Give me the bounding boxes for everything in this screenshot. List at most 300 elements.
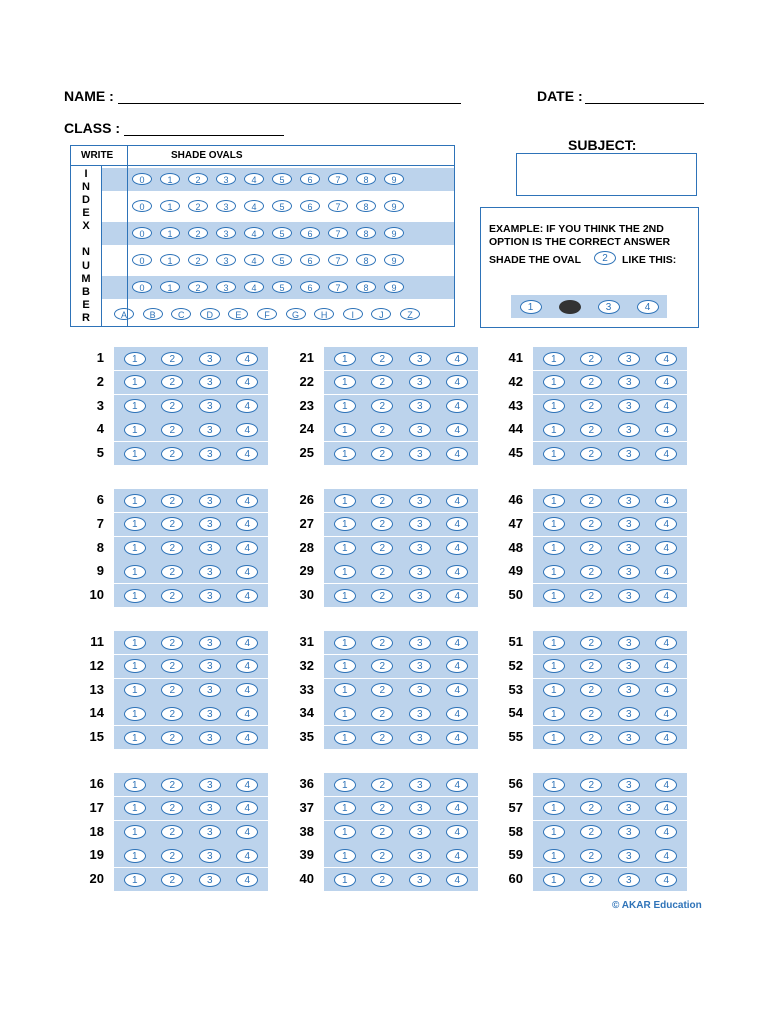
answer-oval[interactable]: 3 bbox=[618, 541, 640, 555]
index-oval[interactable]: 3 bbox=[216, 254, 236, 266]
answer-oval[interactable]: 3 bbox=[199, 659, 221, 673]
index-oval[interactable]: 7 bbox=[328, 173, 348, 185]
answer-oval[interactable]: 1 bbox=[334, 447, 356, 461]
answer-oval[interactable]: 2 bbox=[371, 494, 393, 508]
answer-oval[interactable]: 2 bbox=[580, 778, 602, 792]
index-oval[interactable]: 1 bbox=[160, 227, 180, 239]
answer-oval[interactable]: 4 bbox=[655, 636, 677, 650]
answer-oval[interactable]: 3 bbox=[618, 375, 640, 389]
index-oval[interactable]: 2 bbox=[188, 200, 208, 212]
answer-oval[interactable]: 2 bbox=[580, 636, 602, 650]
answer-oval[interactable]: 3 bbox=[409, 825, 431, 839]
answer-oval[interactable]: 4 bbox=[446, 517, 468, 531]
answer-oval[interactable]: 2 bbox=[161, 825, 183, 839]
answer-oval[interactable]: 3 bbox=[199, 399, 221, 413]
answer-oval[interactable]: 1 bbox=[334, 659, 356, 673]
answer-oval[interactable]: 3 bbox=[409, 707, 431, 721]
answer-oval[interactable]: 1 bbox=[543, 423, 565, 437]
answer-oval[interactable]: 2 bbox=[580, 541, 602, 555]
answer-oval[interactable]: 1 bbox=[124, 778, 146, 792]
answer-oval[interactable]: 1 bbox=[543, 778, 565, 792]
answer-oval[interactable]: 1 bbox=[543, 731, 565, 745]
answer-oval[interactable]: 3 bbox=[199, 352, 221, 366]
answer-oval[interactable]: 3 bbox=[618, 494, 640, 508]
answer-oval[interactable]: 1 bbox=[543, 517, 565, 531]
answer-oval[interactable]: 4 bbox=[655, 731, 677, 745]
answer-oval[interactable]: 3 bbox=[199, 447, 221, 461]
name-field[interactable] bbox=[118, 103, 461, 104]
answer-oval[interactable]: 1 bbox=[334, 423, 356, 437]
answer-oval[interactable]: 3 bbox=[618, 636, 640, 650]
answer-oval[interactable]: 3 bbox=[618, 825, 640, 839]
answer-oval[interactable]: 4 bbox=[236, 825, 258, 839]
answer-oval[interactable]: 3 bbox=[618, 565, 640, 579]
answer-oval[interactable]: 1 bbox=[543, 825, 565, 839]
answer-oval[interactable]: 3 bbox=[618, 849, 640, 863]
answer-oval[interactable]: 1 bbox=[543, 707, 565, 721]
answer-oval[interactable]: 2 bbox=[580, 589, 602, 603]
index-oval[interactable]: C bbox=[171, 308, 191, 320]
answer-oval[interactable]: 2 bbox=[371, 589, 393, 603]
answer-oval[interactable]: 3 bbox=[199, 707, 221, 721]
index-oval[interactable]: 3 bbox=[216, 281, 236, 293]
answer-oval[interactable]: 1 bbox=[543, 636, 565, 650]
answer-oval[interactable]: 2 bbox=[371, 565, 393, 579]
answer-oval[interactable]: 1 bbox=[124, 589, 146, 603]
answer-oval[interactable]: 1 bbox=[124, 873, 146, 887]
answer-oval[interactable]: 3 bbox=[199, 849, 221, 863]
answer-oval[interactable]: 3 bbox=[409, 731, 431, 745]
answer-oval[interactable]: 1 bbox=[124, 731, 146, 745]
answer-oval[interactable]: 4 bbox=[655, 541, 677, 555]
answer-oval[interactable]: 4 bbox=[236, 399, 258, 413]
index-oval[interactable]: 5 bbox=[272, 281, 292, 293]
index-oval[interactable]: 9 bbox=[384, 281, 404, 293]
answer-oval[interactable]: 2 bbox=[580, 731, 602, 745]
answer-oval[interactable]: 1 bbox=[334, 375, 356, 389]
answer-oval[interactable]: 3 bbox=[409, 494, 431, 508]
index-oval[interactable]: 6 bbox=[300, 173, 320, 185]
answer-oval[interactable]: 3 bbox=[199, 636, 221, 650]
answer-oval[interactable]: 4 bbox=[655, 423, 677, 437]
index-oval[interactable]: 4 bbox=[244, 200, 264, 212]
answer-oval[interactable]: 2 bbox=[580, 825, 602, 839]
answer-oval[interactable]: 3 bbox=[618, 683, 640, 697]
answer-oval[interactable]: 2 bbox=[161, 399, 183, 413]
answer-oval[interactable]: 4 bbox=[236, 683, 258, 697]
index-oval[interactable]: H bbox=[314, 308, 334, 320]
answer-oval[interactable]: 3 bbox=[618, 399, 640, 413]
answer-oval[interactable]: 3 bbox=[199, 825, 221, 839]
answer-oval[interactable]: 2 bbox=[371, 873, 393, 887]
answer-oval[interactable]: 1 bbox=[334, 683, 356, 697]
answer-oval[interactable]: 3 bbox=[409, 517, 431, 531]
answer-oval[interactable]: 3 bbox=[618, 873, 640, 887]
answer-oval[interactable]: 4 bbox=[236, 801, 258, 815]
answer-oval[interactable]: 4 bbox=[655, 801, 677, 815]
answer-oval[interactable]: 1 bbox=[543, 565, 565, 579]
answer-oval[interactable]: 1 bbox=[124, 565, 146, 579]
answer-oval[interactable]: 3 bbox=[199, 517, 221, 531]
index-oval[interactable]: 1 bbox=[160, 173, 180, 185]
index-oval[interactable]: G bbox=[286, 308, 306, 320]
answer-oval[interactable]: 1 bbox=[334, 801, 356, 815]
answer-oval[interactable]: 1 bbox=[334, 636, 356, 650]
answer-oval[interactable]: 3 bbox=[618, 778, 640, 792]
answer-oval[interactable]: 1 bbox=[124, 659, 146, 673]
answer-oval[interactable]: 4 bbox=[446, 423, 468, 437]
index-write-cell[interactable] bbox=[102, 249, 127, 272]
answer-oval[interactable]: 3 bbox=[409, 541, 431, 555]
answer-oval[interactable]: 4 bbox=[446, 352, 468, 366]
answer-oval[interactable]: 4 bbox=[236, 778, 258, 792]
answer-oval[interactable]: 2 bbox=[371, 683, 393, 697]
answer-oval[interactable]: 4 bbox=[446, 447, 468, 461]
answer-oval[interactable]: 1 bbox=[543, 801, 565, 815]
answer-oval[interactable]: 2 bbox=[161, 447, 183, 461]
answer-oval[interactable]: 2 bbox=[580, 683, 602, 697]
index-oval[interactable]: 1 bbox=[160, 200, 180, 212]
answer-oval[interactable]: 4 bbox=[655, 683, 677, 697]
index-oval[interactable]: B bbox=[143, 308, 163, 320]
index-oval[interactable]: 9 bbox=[384, 173, 404, 185]
index-oval[interactable]: 1 bbox=[160, 281, 180, 293]
answer-oval[interactable]: 2 bbox=[580, 801, 602, 815]
answer-oval[interactable]: 2 bbox=[161, 352, 183, 366]
index-oval[interactable]: 9 bbox=[384, 200, 404, 212]
answer-oval[interactable]: 4 bbox=[446, 636, 468, 650]
answer-oval[interactable]: 4 bbox=[446, 801, 468, 815]
index-oval[interactable]: 0 bbox=[132, 254, 152, 266]
answer-oval[interactable]: 1 bbox=[334, 541, 356, 555]
answer-oval[interactable]: 4 bbox=[655, 352, 677, 366]
answer-oval[interactable]: 2 bbox=[580, 423, 602, 437]
index-write-cell[interactable] bbox=[102, 168, 127, 191]
index-write-cell[interactable] bbox=[102, 195, 127, 218]
index-oval[interactable]: 8 bbox=[356, 200, 376, 212]
index-oval[interactable]: 8 bbox=[356, 281, 376, 293]
answer-oval[interactable]: 4 bbox=[446, 707, 468, 721]
answer-oval[interactable]: 2 bbox=[371, 731, 393, 745]
index-oval[interactable]: 6 bbox=[300, 281, 320, 293]
answer-oval[interactable]: 3 bbox=[409, 801, 431, 815]
answer-oval[interactable]: 1 bbox=[124, 399, 146, 413]
index-oval[interactable]: 5 bbox=[272, 173, 292, 185]
index-oval[interactable]: 8 bbox=[356, 254, 376, 266]
answer-oval[interactable]: 3 bbox=[199, 423, 221, 437]
answer-oval[interactable]: 1 bbox=[334, 565, 356, 579]
index-oval[interactable]: A bbox=[114, 308, 134, 320]
answer-oval[interactable]: 3 bbox=[409, 447, 431, 461]
answer-oval[interactable]: 1 bbox=[334, 494, 356, 508]
answer-oval[interactable]: 3 bbox=[409, 375, 431, 389]
answer-oval[interactable]: 3 bbox=[409, 589, 431, 603]
answer-oval[interactable]: 3 bbox=[199, 778, 221, 792]
answer-oval[interactable]: 2 bbox=[580, 375, 602, 389]
answer-oval[interactable]: 2 bbox=[161, 659, 183, 673]
answer-oval[interactable]: 3 bbox=[409, 352, 431, 366]
answer-oval[interactable]: 3 bbox=[618, 423, 640, 437]
index-oval[interactable]: 0 bbox=[132, 281, 152, 293]
index-oval[interactable]: D bbox=[200, 308, 220, 320]
answer-oval[interactable]: 3 bbox=[618, 517, 640, 531]
answer-oval[interactable]: 4 bbox=[655, 589, 677, 603]
answer-oval[interactable]: 4 bbox=[236, 565, 258, 579]
answer-oval[interactable]: 3 bbox=[409, 636, 431, 650]
index-oval[interactable]: 7 bbox=[328, 200, 348, 212]
answer-oval[interactable]: 1 bbox=[334, 707, 356, 721]
answer-oval[interactable]: 4 bbox=[236, 423, 258, 437]
answer-oval[interactable]: 1 bbox=[124, 352, 146, 366]
index-oval[interactable]: I bbox=[343, 308, 363, 320]
answer-oval[interactable]: 2 bbox=[580, 517, 602, 531]
index-oval[interactable]: 0 bbox=[132, 227, 152, 239]
answer-oval[interactable]: 1 bbox=[334, 825, 356, 839]
answer-oval[interactable]: 4 bbox=[236, 636, 258, 650]
index-oval[interactable]: J bbox=[371, 308, 391, 320]
index-oval[interactable]: 1 bbox=[160, 254, 180, 266]
answer-oval[interactable]: 2 bbox=[371, 778, 393, 792]
answer-oval[interactable]: 2 bbox=[161, 731, 183, 745]
answer-oval[interactable]: 2 bbox=[580, 352, 602, 366]
subject-field[interactable] bbox=[516, 153, 697, 196]
index-oval[interactable]: 7 bbox=[328, 227, 348, 239]
answer-oval[interactable]: 1 bbox=[124, 375, 146, 389]
answer-oval[interactable]: 2 bbox=[580, 399, 602, 413]
index-oval[interactable]: 7 bbox=[328, 254, 348, 266]
answer-oval[interactable]: 4 bbox=[446, 683, 468, 697]
answer-oval[interactable]: 3 bbox=[199, 494, 221, 508]
index-oval[interactable]: 4 bbox=[244, 173, 264, 185]
answer-oval[interactable]: 4 bbox=[446, 565, 468, 579]
answer-oval[interactable]: 2 bbox=[371, 352, 393, 366]
answer-oval[interactable]: 3 bbox=[618, 589, 640, 603]
answer-oval[interactable]: 2 bbox=[371, 541, 393, 555]
answer-oval[interactable]: 1 bbox=[543, 659, 565, 673]
index-oval[interactable]: 6 bbox=[300, 200, 320, 212]
answer-oval[interactable]: 2 bbox=[371, 636, 393, 650]
answer-oval[interactable]: 2 bbox=[371, 399, 393, 413]
index-oval[interactable]: Z bbox=[400, 308, 420, 320]
answer-oval[interactable]: 3 bbox=[199, 565, 221, 579]
index-oval[interactable]: 3 bbox=[216, 173, 236, 185]
index-oval[interactable]: 2 bbox=[188, 254, 208, 266]
answer-oval[interactable]: 1 bbox=[334, 352, 356, 366]
answer-oval[interactable]: 1 bbox=[124, 707, 146, 721]
answer-oval[interactable]: 1 bbox=[124, 801, 146, 815]
answer-oval[interactable]: 1 bbox=[543, 683, 565, 697]
answer-oval[interactable]: 3 bbox=[618, 707, 640, 721]
answer-oval[interactable]: 4 bbox=[446, 731, 468, 745]
answer-oval[interactable]: 1 bbox=[334, 849, 356, 863]
answer-oval[interactable]: 3 bbox=[199, 801, 221, 815]
answer-oval[interactable]: 1 bbox=[124, 517, 146, 531]
answer-oval[interactable]: 3 bbox=[618, 659, 640, 673]
index-oval[interactable]: 2 bbox=[188, 227, 208, 239]
answer-oval[interactable]: 1 bbox=[124, 447, 146, 461]
index-write-cell[interactable] bbox=[102, 222, 127, 245]
answer-oval[interactable]: 1 bbox=[543, 375, 565, 389]
answer-oval[interactable]: 1 bbox=[124, 423, 146, 437]
answer-oval[interactable]: 2 bbox=[371, 849, 393, 863]
answer-oval[interactable]: 2 bbox=[161, 873, 183, 887]
answer-oval[interactable]: 4 bbox=[655, 447, 677, 461]
answer-oval[interactable]: 2 bbox=[161, 517, 183, 531]
answer-oval[interactable]: 3 bbox=[409, 873, 431, 887]
answer-oval[interactable]: 4 bbox=[446, 589, 468, 603]
answer-oval[interactable]: 2 bbox=[371, 423, 393, 437]
index-oval[interactable]: 5 bbox=[272, 254, 292, 266]
answer-oval[interactable]: 1 bbox=[543, 447, 565, 461]
answer-oval[interactable]: 2 bbox=[580, 494, 602, 508]
answer-oval[interactable]: 3 bbox=[409, 399, 431, 413]
index-oval[interactable]: E bbox=[228, 308, 248, 320]
index-write-cell[interactable] bbox=[102, 276, 127, 299]
answer-oval[interactable]: 1 bbox=[334, 873, 356, 887]
answer-oval[interactable]: 2 bbox=[161, 707, 183, 721]
answer-oval[interactable]: 1 bbox=[334, 399, 356, 413]
answer-oval[interactable]: 2 bbox=[580, 849, 602, 863]
answer-oval[interactable]: 1 bbox=[124, 494, 146, 508]
class-field[interactable] bbox=[124, 135, 284, 136]
answer-oval[interactable]: 3 bbox=[199, 683, 221, 697]
answer-oval[interactable]: 4 bbox=[655, 849, 677, 863]
index-oval[interactable]: 3 bbox=[216, 227, 236, 239]
answer-oval[interactable]: 1 bbox=[334, 517, 356, 531]
index-oval[interactable]: 4 bbox=[244, 227, 264, 239]
answer-oval[interactable]: 1 bbox=[124, 849, 146, 863]
answer-oval[interactable]: 1 bbox=[543, 399, 565, 413]
answer-oval[interactable]: 4 bbox=[236, 707, 258, 721]
answer-oval[interactable]: 4 bbox=[446, 825, 468, 839]
answer-oval[interactable]: 4 bbox=[655, 707, 677, 721]
answer-oval[interactable]: 4 bbox=[236, 873, 258, 887]
answer-oval[interactable]: 2 bbox=[580, 873, 602, 887]
answer-oval[interactable]: 4 bbox=[236, 541, 258, 555]
answer-oval[interactable]: 4 bbox=[655, 778, 677, 792]
index-oval[interactable]: 5 bbox=[272, 200, 292, 212]
answer-oval[interactable]: 2 bbox=[371, 375, 393, 389]
answer-oval[interactable]: 2 bbox=[161, 589, 183, 603]
answer-oval[interactable]: 3 bbox=[409, 683, 431, 697]
answer-oval[interactable]: 4 bbox=[236, 375, 258, 389]
answer-oval[interactable]: 1 bbox=[334, 778, 356, 792]
answer-oval[interactable]: 4 bbox=[446, 541, 468, 555]
answer-oval[interactable]: 2 bbox=[371, 447, 393, 461]
answer-oval[interactable]: 1 bbox=[543, 541, 565, 555]
answer-oval[interactable]: 4 bbox=[655, 659, 677, 673]
answer-oval[interactable]: 1 bbox=[334, 589, 356, 603]
answer-oval[interactable]: 4 bbox=[655, 825, 677, 839]
index-oval[interactable]: 9 bbox=[384, 227, 404, 239]
answer-oval[interactable]: 4 bbox=[655, 494, 677, 508]
answer-oval[interactable]: 4 bbox=[655, 399, 677, 413]
index-oval[interactable]: 6 bbox=[300, 254, 320, 266]
answer-oval[interactable]: 4 bbox=[236, 352, 258, 366]
answer-oval[interactable]: 2 bbox=[371, 825, 393, 839]
answer-oval[interactable]: 3 bbox=[618, 352, 640, 366]
answer-oval[interactable]: 3 bbox=[409, 849, 431, 863]
answer-oval[interactable]: 3 bbox=[618, 447, 640, 461]
answer-oval[interactable]: 1 bbox=[543, 873, 565, 887]
answer-oval[interactable]: 1 bbox=[334, 731, 356, 745]
answer-oval[interactable]: 2 bbox=[580, 565, 602, 579]
answer-oval[interactable]: 2 bbox=[161, 423, 183, 437]
answer-oval[interactable]: 1 bbox=[543, 352, 565, 366]
answer-oval[interactable]: 1 bbox=[124, 825, 146, 839]
answer-oval[interactable]: 4 bbox=[655, 565, 677, 579]
index-oval[interactable]: 2 bbox=[188, 281, 208, 293]
answer-oval[interactable]: 2 bbox=[580, 707, 602, 721]
answer-oval[interactable]: 3 bbox=[199, 589, 221, 603]
answer-oval[interactable]: 1 bbox=[124, 683, 146, 697]
answer-oval[interactable]: 4 bbox=[236, 849, 258, 863]
answer-oval[interactable]: 4 bbox=[655, 517, 677, 531]
answer-oval[interactable]: 2 bbox=[161, 849, 183, 863]
answer-oval[interactable]: 4 bbox=[446, 494, 468, 508]
answer-oval[interactable]: 3 bbox=[199, 873, 221, 887]
answer-oval[interactable]: 4 bbox=[655, 375, 677, 389]
index-oval[interactable]: 9 bbox=[384, 254, 404, 266]
index-oval[interactable]: 8 bbox=[356, 227, 376, 239]
index-oval[interactable]: 2 bbox=[188, 173, 208, 185]
answer-oval[interactable]: 1 bbox=[543, 589, 565, 603]
date-field[interactable] bbox=[585, 103, 704, 104]
answer-oval[interactable]: 2 bbox=[161, 375, 183, 389]
answer-oval[interactable]: 4 bbox=[446, 849, 468, 863]
answer-oval[interactable]: 2 bbox=[371, 659, 393, 673]
answer-oval[interactable]: 2 bbox=[371, 801, 393, 815]
answer-oval[interactable]: 4 bbox=[446, 659, 468, 673]
answer-oval[interactable]: 2 bbox=[161, 683, 183, 697]
index-oval[interactable]: 4 bbox=[244, 254, 264, 266]
answer-oval[interactable]: 4 bbox=[446, 873, 468, 887]
index-oval[interactable]: 5 bbox=[272, 227, 292, 239]
index-oval[interactable]: F bbox=[257, 308, 277, 320]
answer-oval[interactable]: 3 bbox=[409, 423, 431, 437]
index-oval[interactable]: 4 bbox=[244, 281, 264, 293]
answer-oval[interactable]: 2 bbox=[580, 447, 602, 461]
index-oval[interactable]: 3 bbox=[216, 200, 236, 212]
answer-oval[interactable]: 1 bbox=[124, 541, 146, 555]
answer-oval[interactable]: 2 bbox=[371, 517, 393, 531]
index-oval[interactable]: 8 bbox=[356, 173, 376, 185]
answer-oval[interactable]: 3 bbox=[618, 731, 640, 745]
answer-oval[interactable]: 3 bbox=[409, 659, 431, 673]
answer-oval[interactable]: 2 bbox=[161, 778, 183, 792]
answer-oval[interactable]: 1 bbox=[543, 494, 565, 508]
answer-oval[interactable]: 2 bbox=[161, 541, 183, 555]
index-oval[interactable]: 7 bbox=[328, 281, 348, 293]
answer-oval[interactable]: 1 bbox=[543, 849, 565, 863]
answer-oval[interactable]: 4 bbox=[446, 778, 468, 792]
answer-oval[interactable]: 2 bbox=[161, 494, 183, 508]
answer-oval[interactable]: 3 bbox=[199, 731, 221, 745]
answer-oval[interactable]: 4 bbox=[236, 517, 258, 531]
answer-oval[interactable]: 4 bbox=[236, 659, 258, 673]
answer-oval[interactable]: 2 bbox=[161, 636, 183, 650]
answer-oval[interactable]: 3 bbox=[618, 801, 640, 815]
answer-oval[interactable]: 4 bbox=[446, 375, 468, 389]
answer-oval[interactable]: 2 bbox=[161, 801, 183, 815]
answer-oval[interactable]: 3 bbox=[409, 778, 431, 792]
answer-oval[interactable]: 4 bbox=[236, 589, 258, 603]
answer-oval[interactable]: 1 bbox=[124, 636, 146, 650]
index-oval[interactable]: 6 bbox=[300, 227, 320, 239]
index-oval[interactable]: 0 bbox=[132, 200, 152, 212]
answer-oval[interactable]: 3 bbox=[199, 541, 221, 555]
answer-oval[interactable]: 4 bbox=[655, 873, 677, 887]
